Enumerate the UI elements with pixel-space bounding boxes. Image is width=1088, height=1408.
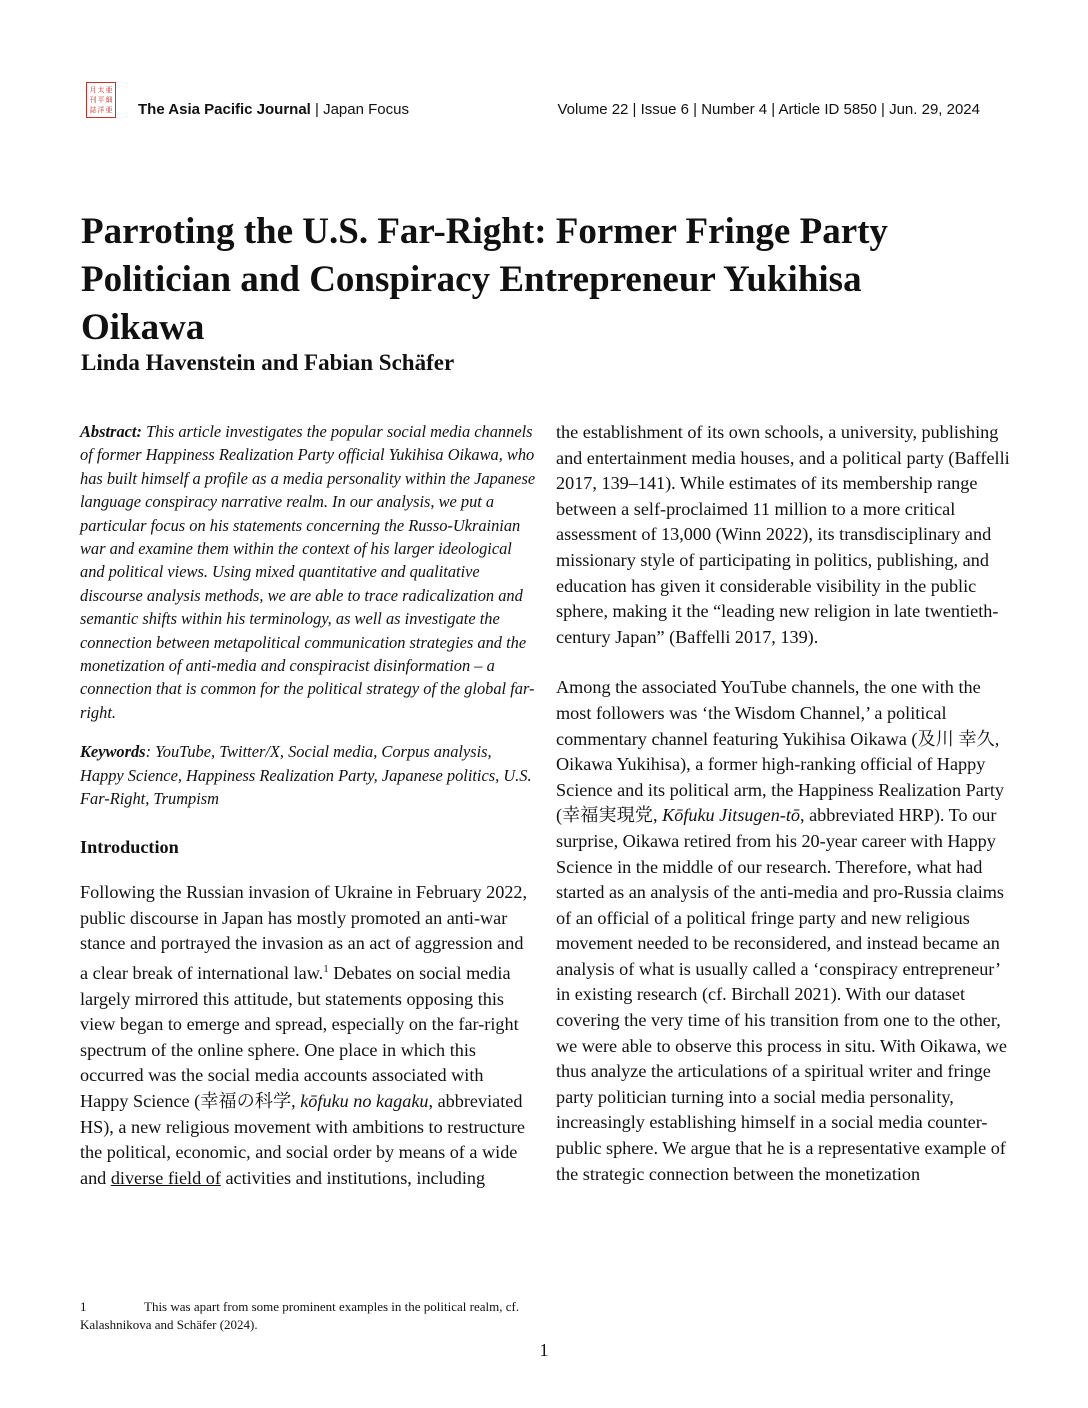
intro-italic: kōfuku no kagaku — [300, 1090, 429, 1111]
footnote — [80, 1298, 536, 1334]
section-heading-introduction: Introduction — [80, 836, 179, 857]
keywords-text: : YouTube, Twitter/X, Social media, Corpus analysis, Happy Science, Happiness Realization Party, Japanese politics, U.S. Far-Right, Trumpism — [80, 742, 532, 809]
intro-text-4: activities and institutions, including — [220, 1167, 486, 1188]
logo-glyph: 洋 — [97, 106, 105, 114]
article-authors: Linda Havenstein and Fabian Schäfer — [81, 350, 455, 375]
right-paragraph-1: the establishment of its own schools, a university, publishing and entertainment media houses, and a political party (Baffelli 2017, 139–141). While estimates of its membership range between a self-proclaimed 11 million to a more critical assessment of 13,000 (Winn 2022), its transdisciplinary and missionary style of participating in politics, publishing, and education has given it considerable visibility in the public sphere, making it the “leading new religion in late twentieth-century Japan” (Baffelli 2017, 139). — [556, 422, 1010, 647]
right-text-2: , abbreviated HRP). To our surprise, Oikawa retired from his 20-year career with Happy Science in the middle of our research. Therefore, what had started as an analysis of the anti-media and pro-Russia claims of an official of a political fringe party and new religious movement needed to be reconsidered, and instead became an analysis of what is usually called a ‘conspiracy entrepreneur’ in existing research (cf. Birchall 2021). With our dataset covering the very time of his transition from one to the other, we were able to observe this process in situ. With Oikawa, we thus analyze the articulations of a spiritual writer and fringe party politician turning into a social media personality, increasingly establishing himself in a social media counter-public sphere. We argue that he is a representative example of the strategic connection between the monetization — [556, 805, 1007, 1184]
footnote-text: This was apart from some prominent examples in the political realm, cf. Kalashnikova and Schäfer (2024). — [80, 1299, 520, 1332]
logo-glyph: 太 — [97, 86, 105, 94]
intro-text-3: , abbreviated HS), a new religious movement with ambitions to restructure the political, economic, and social order by means of a wide and — [80, 1090, 525, 1188]
article-title: Parroting the U.S. Far-Right: Former Fringe Party Politician and Conspiracy Entrepreneur Yukihisa Oikawa — [81, 211, 888, 348]
footnote-ref[interactable]: 1 — [323, 962, 329, 975]
right-text-1: Among the associated YouTube channels, the one with the most followers was ‘the Wisdom Channel,’ a political commentary channel featuring Yukihisa Oikawa (及川 幸久, Oikawa Yukihisa), a former high-ranking official of Happy Science and its political arm, the Happiness Realization Party (幸福実現党, — [556, 677, 1004, 826]
intro-text-1: Following the Russian invasion of Ukraine in February 2022, public discourse in Japan has mostly promoted an anti-war stance and portrayed the invasion as an act of aggression and a clear break of international law. — [80, 882, 528, 983]
keywords — [80, 740, 536, 810]
right-column — [556, 420, 1012, 1212]
left-column — [80, 420, 536, 1216]
right-italic: Kōfuku Jitsugen-tō — [662, 805, 800, 826]
intro-underlined: diverse field of — [110, 1167, 221, 1188]
journal-logo — [86, 82, 116, 118]
logo-glyph: 平 — [97, 96, 105, 104]
page-number: 1 — [539, 1340, 549, 1360]
journal-subtitle: | Japan Focus — [310, 101, 409, 118]
logo-glyph: 細 — [105, 96, 113, 104]
logo-glyph: 月 — [89, 86, 97, 94]
logo-glyph: 亜 — [105, 106, 113, 114]
intro-text-2: Debates on social media largely mirrored this attitude, but statements opposing this view began to emerge and spread, especially on the far-right spectrum of the online sphere. One place in which this occurred was the social media accounts associated with Happy Science (幸福の科学, — [80, 962, 519, 1111]
journal-title: The Asia Pacific Journal — [138, 101, 311, 118]
abstract-text: This article investigates the popular social media channels of former Happiness Realization Party official Yukihisa Oikawa, who has built himself a profile as a media personality within the Japanese language conspiracy narrative realm. In our analysis, we put a particular focus on his statements concerning the Russo-Ukrainian war and examine them within the context of his larger ideological and political views. Using mixed quantitative and qualitative discourse analysis methods, we are able to trace radicalization and semantic shifts within his terminology, as well as investigate the connection between metapolitical communication strategies and the monetization of anti-media and conspiracist disinformation – a connection that is common for the political strategy of the global far-right. — [80, 422, 536, 722]
abstract-label: Abstract: — [80, 422, 142, 441]
logo-glyph: 亜 — [105, 86, 113, 94]
journal-name — [138, 101, 409, 118]
logo-glyph: 刊 — [89, 96, 97, 104]
paragraph — [556, 420, 1012, 650]
paragraph — [80, 880, 536, 1191]
issue-info: Volume 22 | Issue 6 | Number 4 | Article ID 5850 | Jun. 29, 2024 — [557, 101, 980, 118]
keywords-label: Keywords — [80, 742, 146, 762]
logo-glyph: 誌 — [89, 106, 97, 114]
abstract — [80, 420, 536, 724]
paragraph — [556, 675, 1012, 1187]
footnote-number: 1 — [80, 1299, 87, 1314]
